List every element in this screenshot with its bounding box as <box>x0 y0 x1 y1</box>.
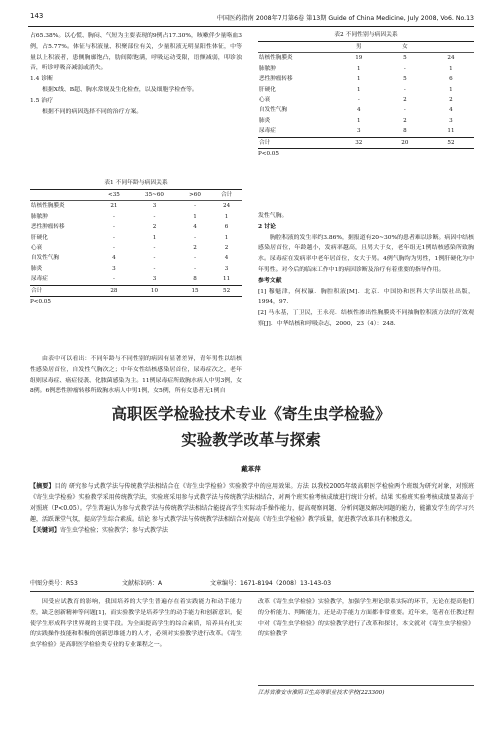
row-label-cell: 肺炎 <box>259 117 271 124</box>
row-label-cell: 肺炎 <box>31 265 43 272</box>
row-label-cell: 心衰 <box>259 97 271 104</box>
article-title-line-1: 高职医学检验技术专业《寄生虫学检验》 <box>111 405 391 423</box>
paragraph: 因受应试教育的影响，我国培养的大学生普遍存在着实践能力和动手能力差，缺乏创新精神等问题[1]，而实验教学是培养学生的动手能力和创新意识，促使学生形成科学世界观的主要手段。为全面提高学生的综合素质，培养具有扎实的实践操作技能和积极的创新思维能力的人才，必须对实验教学进行改革。《寄生虫学检验》是高职医学检验类专业的专业课程之一。 <box>30 599 242 649</box>
value-cell: 2 <box>193 245 197 252</box>
value-cell: - <box>194 203 196 210</box>
value-cell: 2 <box>403 117 407 124</box>
value-cell: 1 <box>224 234 229 241</box>
value-cell: - <box>403 65 406 72</box>
table-header-row <box>30 190 242 201</box>
article-title-line-2: 实验教学改革与探索 <box>181 431 321 449</box>
value-cell: 3 <box>152 276 157 283</box>
row-label-cell: 肝硬化 <box>31 234 48 241</box>
left-column-top <box>30 31 242 117</box>
value-cell: 1 <box>357 117 361 124</box>
value-cell: - <box>153 213 156 220</box>
value-cell: 2 <box>403 97 407 104</box>
value-cell: 1 <box>357 65 361 72</box>
value-cell: 24 <box>223 203 231 210</box>
data-table <box>258 41 474 149</box>
table-row <box>30 222 242 232</box>
row-label-cell: 结核性胸膜炎 <box>31 203 65 210</box>
total-cell: 28 <box>98 285 130 296</box>
body-right-column <box>258 597 474 640</box>
value-cell: - <box>113 224 115 231</box>
table-row <box>30 264 242 274</box>
value-cell: 21 <box>110 203 118 210</box>
table-row <box>30 233 242 243</box>
paragraph: 胸腔积液的发生率约3.86%，据报道有20~30%的患者难以诊断。病因中结核感染居首位，年龄越小，发病率越高，且男大于女，老年组无1例结核感染所致胸水。尿毒症在发病率中老年居首位，女大于男。4例气胸均为男性，1例肝硬化为中年男性。对今后的临床工作中1的病因诊断及治疗有着重要的指导作用。 <box>258 234 474 273</box>
reference-item: [1] 穆魁津，何权瀛．胸腔积液[M]．北京．中国协和医科大学出版社出版，1994，97. <box>258 288 474 306</box>
value-cell: - <box>153 265 156 272</box>
value-cell: 1 <box>357 86 361 93</box>
table-total-row <box>258 137 474 148</box>
value-cell: 1 <box>449 65 453 72</box>
abstract-text: 目的 研究参与式教学法与传统教学法相结合在《寄生虫学检验》实验教学中的应用效果。方法 以我校2005年级高职医学检验两个班级为研究对象，对照班《寄生虫学检验》实验教学采用传统教学法，实验班采用参与式教学法与传统教学法相结合，对两个班实验考核成绩进行统计分析。结果 实验班实验考核成绩显著高于对照班（P<0.05）。学生普遍认为参与式教学法与传统教学法相结合能提高学生实际动手操作能力，提高观察问题、分析问题及解决问题的能力，能激发学生的学习兴趣，活跃课堂气氛，提高学生综合素质。结论 参与式教学法与传统教学法相结合对提高《寄生虫学检验》教学质量，促进教学改革具有积极意义。 <box>30 483 474 523</box>
table-row <box>258 95 474 105</box>
keywords-label: 【关键词】 <box>30 526 61 534</box>
table-row <box>258 64 474 74</box>
table-caption: 表1 不同年龄与病因关系 <box>104 180 168 186</box>
total-cell: 合计 <box>258 137 336 148</box>
table-body <box>258 53 474 137</box>
body-left-column <box>30 597 242 651</box>
row-label-cell: 结核性胸膜炎 <box>259 55 293 62</box>
table-row <box>258 74 474 84</box>
value-cell: 8 <box>403 128 407 135</box>
abstract-label: 【摘要】 <box>30 483 55 490</box>
value-cell: - <box>113 245 115 252</box>
table-2 <box>258 30 474 160</box>
table-row <box>258 53 474 64</box>
table-total-row <box>30 285 242 296</box>
paragraph: 发性气胸。 <box>258 213 288 219</box>
value-cell: 2 <box>224 245 229 252</box>
total-cell: 20 <box>382 137 428 148</box>
row-label-cell: 心衰 <box>31 245 43 252</box>
table-note: P<0.05 <box>258 151 279 158</box>
page-number: 143 <box>30 12 44 20</box>
row-label-cell: 恶性肿瘤转移 <box>259 76 293 83</box>
header-cell: 女 <box>382 42 428 53</box>
total-cell: 52 <box>428 137 474 148</box>
divider <box>30 591 474 592</box>
value-cell: - <box>357 97 360 104</box>
total-cell: 合计 <box>30 285 98 296</box>
references-heading: 参考文献 <box>258 276 282 284</box>
value-cell: - <box>194 255 196 262</box>
section-heading: 1.4 诊断 <box>30 76 54 83</box>
data-table <box>30 189 242 297</box>
header-cell: 男 <box>336 42 382 53</box>
affiliation: 江苏省淮安市淮阴卫生高等职业技术学校(223300) <box>258 690 385 696</box>
reference-item: [2] 马永基，丁卫民，王永亮．结核性渗出性胸膜炎不同抽胸腔积液方法的疗效观察[J]．中华结核和呼吸杂志，2000，23（4）：248. <box>258 310 474 327</box>
journal-running-head: 中国医药指南 2008年7月第6卷 第13期 Guide of China Medicine, July 2008, Vo6. No.13 <box>216 15 474 22</box>
clc-number: 中图分类号：R53 <box>30 580 78 587</box>
table-row <box>30 201 242 212</box>
value-cell: 2 <box>152 224 157 231</box>
author: 戴革萍 <box>241 465 261 473</box>
value-cell: 24 <box>447 55 455 62</box>
row-label-cell: 尿毒症 <box>259 128 276 135</box>
paragraph: 由表中可以看出：不同年龄与不同性别的病因有显著差异，青年男性以结核性感染居首位，自发性气胸次之；中年女性结核感染居首位，尿毒症次之，老年组则尿毒症、癌症侵袭、化脓菌感染为主。11例尿毒症所致胸水病人中男3例，女8例。6例恶性肿瘤转移所致胸水病人中男1例，女5例，所有女患者无1例自 <box>30 356 242 395</box>
row-label-cell: 自发性气胸 <box>259 107 287 114</box>
value-cell: 3 <box>357 128 361 135</box>
table-row <box>30 274 242 285</box>
section-heading: 1.5 治疗 <box>30 97 54 104</box>
value-cell: 11 <box>447 128 455 135</box>
total-cell: 10 <box>130 285 179 296</box>
header-cell: 35~60 <box>130 190 179 201</box>
left-column-bottom <box>30 354 242 397</box>
value-cell: 19 <box>355 55 363 62</box>
value-cell: 2 <box>449 97 453 104</box>
value-cell: 1 <box>193 213 197 220</box>
row-label-cell: 肺脓肿 <box>259 65 276 72</box>
value-cell: 3 <box>224 265 229 272</box>
value-cell: 11 <box>223 276 231 283</box>
value-cell: 4 <box>449 107 453 114</box>
value-cell: 5 <box>403 76 407 83</box>
abstract <box>30 482 474 537</box>
value-cell: 8 <box>193 276 197 283</box>
header-rule <box>28 26 474 27</box>
keywords: 寄生虫学检验；实验教学；参与式教学法 <box>60 526 169 534</box>
total-cell: 15 <box>179 285 211 296</box>
table-row <box>258 116 474 126</box>
table-row <box>30 243 242 253</box>
total-cell: 32 <box>336 137 382 148</box>
row-label-cell: 自发性气胸 <box>31 255 59 262</box>
value-cell: 6 <box>224 224 229 231</box>
header-cell <box>258 42 336 53</box>
table-1 <box>30 178 242 308</box>
value-cell: 3 <box>449 117 453 124</box>
table-row <box>30 253 242 263</box>
article-number: 文章编号：1671-8194（2008）13-143-03 <box>210 580 332 587</box>
value-cell: 1 <box>357 76 361 83</box>
value-cell: - <box>403 107 406 114</box>
value-cell: - <box>153 245 156 252</box>
value-cell: 4 <box>224 255 229 262</box>
value-cell: 1 <box>449 86 453 93</box>
row-label-cell: 肝硬化 <box>259 86 276 93</box>
table-row <box>258 85 474 95</box>
table-row <box>30 212 242 222</box>
value-cell: - <box>153 255 156 262</box>
header-cell: >60 <box>179 190 211 201</box>
footnote-rule <box>258 685 474 686</box>
table-body <box>30 201 242 285</box>
paragraph: 根据X线、B超、胸水常规及生化检查，以及细胞学检查等。 <box>42 86 198 93</box>
value-cell: 1 <box>152 234 157 241</box>
classification-line <box>30 578 474 588</box>
header-cell <box>428 42 474 53</box>
row-label-cell: 尿毒症 <box>31 276 48 283</box>
section-heading: 2 讨论 <box>258 222 276 230</box>
header-cell: <35 <box>98 190 130 201</box>
value-cell: 3 <box>112 265 116 272</box>
value-cell: 3 <box>152 203 157 210</box>
value-cell: 4 <box>357 107 361 114</box>
header-cell: 合计 <box>211 190 242 201</box>
total-cell: 52 <box>211 285 242 296</box>
value-cell: 4 <box>112 255 116 262</box>
table-header-row <box>258 42 474 53</box>
value-cell: - <box>113 213 115 220</box>
page-header <box>30 12 474 26</box>
value-cell: - <box>194 234 196 241</box>
paragraph: 改革《寄生虫学检验》实验教学，加强学生理论联系实际的环节，无论在提高他们的分析能力、判断能力，还是动手能力方面都非常重要。近年来，笔者在任教过程中对《寄生虫学检验》的实验教学进行了改革和探讨，本文就对《寄生虫学检验》的实验教学 <box>258 599 474 638</box>
value-cell: - <box>403 86 406 93</box>
table-row <box>258 126 474 137</box>
value-cell: 6 <box>449 76 453 83</box>
value-cell: 5 <box>403 55 407 62</box>
right-column-text <box>258 211 474 330</box>
value-cell: 1 <box>224 213 229 220</box>
document-code: 文献标识码：A <box>122 580 163 587</box>
header-cell <box>30 190 98 201</box>
row-label-cell: 肺脓肿 <box>31 213 48 220</box>
row-label-cell: 恶性肿瘤转移 <box>31 224 65 231</box>
table-caption: 表2 不同性别与病因关系 <box>334 32 398 38</box>
value-cell: - <box>194 265 196 272</box>
value-cell: - <box>113 276 115 283</box>
value-cell: 4 <box>193 224 197 231</box>
table-row <box>258 105 474 115</box>
paragraph: 占65.38%。以心慌、胸闷、气短为主要表现的9例占17.30%，咳嗽伴少量咯血3例，占5.77%。体征与积液量、积聚部位有关，少量积液无明显阳性体征，中等量以上积液者，患侧胸廓饱凸，肋间隙饱满，呼吸运动受限，语颤减弱，叩诊浊音，听诊呼吸音减弱或消失。 <box>30 33 242 72</box>
table-note: P<0.05 <box>30 299 51 306</box>
paragraph: 根据不同的病因选择不同的治疗方案。 <box>42 108 143 115</box>
value-cell: - <box>113 234 115 241</box>
